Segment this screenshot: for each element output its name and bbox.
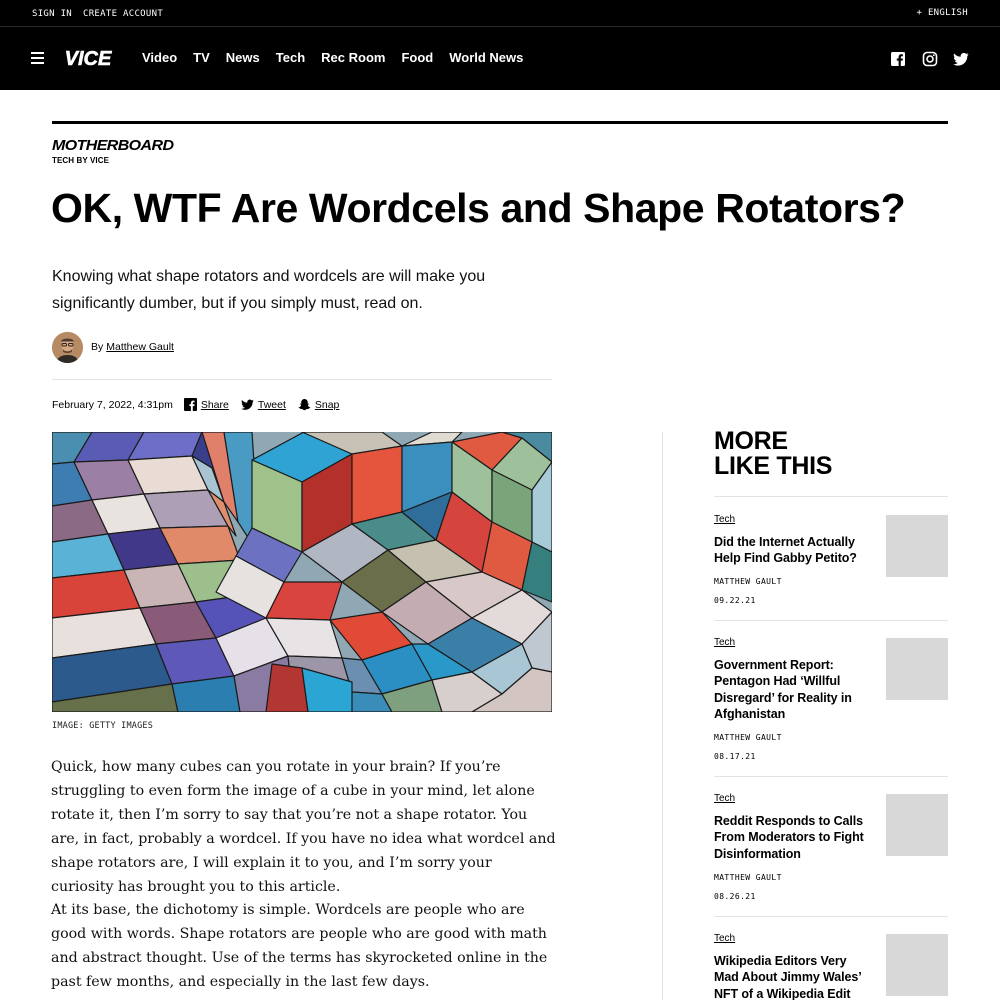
nav-item-food[interactable]: Food: [401, 50, 434, 65]
author-photo: [52, 332, 83, 363]
card-title[interactable]: Reddit Responds to Calls From Moderators to Fight Disinformation: [714, 814, 864, 861]
card-author: MATTHEW GAULT: [714, 873, 782, 882]
facebook-icon[interactable]: [890, 51, 906, 67]
menu-icon[interactable]: [31, 52, 44, 64]
twitter-icon: [241, 398, 254, 411]
share-twitter-label: Tweet: [257, 398, 286, 411]
nav-item-world-news[interactable]: World News: [449, 50, 524, 65]
nav-item-tech[interactable]: Tech: [275, 50, 306, 65]
cubes-illustration: [52, 432, 552, 712]
article-meta: [52, 398, 351, 411]
card-date: 09.22.21: [714, 596, 756, 605]
card-title[interactable]: Did the Internet Actually Help Find Gabby Petito?: [714, 535, 857, 566]
card-category[interactable]: Tech: [714, 637, 736, 648]
card-date: 08.26.21: [714, 892, 756, 901]
related-article-card[interactable]: [714, 933, 948, 1000]
card-category[interactable]: Tech: [714, 793, 736, 804]
facebook-icon: [184, 398, 197, 411]
instagram-icon[interactable]: [922, 51, 938, 67]
author-link[interactable]: Matthew Gault: [106, 341, 174, 353]
byline-prefix: By: [91, 341, 104, 353]
byline: [91, 341, 174, 353]
motherboard-logo[interactable]: MOTHERBOARD: [52, 137, 174, 154]
nav-item-tv[interactable]: TV: [193, 50, 210, 65]
utility-bar: [0, 0, 1000, 27]
card-category[interactable]: Tech: [714, 933, 736, 944]
card-thumbnail[interactable]: [886, 794, 948, 856]
more-like-this-rule: [714, 496, 948, 497]
card-thumbnail[interactable]: [886, 638, 948, 700]
article-dek: Knowing what shape rotators and wordcels are will make you significantly dumber, but if you simply must, read on.: [52, 268, 486, 312]
byline-divider: [52, 379, 552, 380]
share-twitter-button[interactable]: [241, 398, 286, 411]
more-like-this-line2: LIKE THIS: [714, 452, 833, 480]
share-snap-button[interactable]: [298, 398, 340, 411]
hero-image: [52, 432, 552, 712]
nav-links: [142, 50, 539, 65]
card-author: MATTHEW GAULT: [714, 733, 782, 742]
share-snap-label: Snap: [314, 398, 340, 411]
create-account-link[interactable]: CREATE ACCOUNT: [83, 9, 164, 19]
article-paragraph: At its base, the dichotomy is simple. Wordcels are people who are good with words. Shape rotators are people who are good with math and abstract thought. Use of the terms has skyrocketed online in the past few months, and especially in the last few days.: [51, 902, 548, 990]
sidebar-divider: [662, 432, 663, 1000]
card-title[interactable]: Government Report: Pentagon Had ‘Willful Disregard’ for Reality in Afghanistan: [714, 658, 852, 721]
card-title[interactable]: Wikipedia Editors Very Mad About Jimmy Wales’ NFT of a Wikipedia Edit: [714, 954, 861, 1000]
image-caption: IMAGE: GETTY IMAGES: [52, 721, 154, 731]
publish-date: February 7, 2022, 4:31pm: [52, 398, 173, 411]
card-date: 08.17.21: [714, 752, 756, 761]
sign-in-link[interactable]: SIGN IN: [32, 9, 73, 19]
twitter-icon[interactable]: [953, 51, 969, 67]
nav-item-video[interactable]: Video: [142, 50, 178, 65]
card-divider: [714, 620, 948, 621]
card-divider: [714, 916, 948, 917]
more-like-this-heading: [714, 429, 934, 479]
more-like-this-line1: MORE: [714, 427, 788, 455]
nav-item-rec-room[interactable]: Rec Room: [321, 50, 386, 65]
article-paragraph: Quick, how many cubes can you rotate in your brain? If you’re struggling to even form the image of a cube in your mind, let alone rotate it, then I’m sorry to say that you’re not a shape rotator. You are, in fact, probably a wordcel. If you have no idea what wordcel and shape rotators are, I will explain it to you, and I’m sorry your curiosity has brought you to this article.: [51, 759, 556, 895]
motherboard-tagline: TECH BY VICE: [52, 156, 110, 165]
author-avatar[interactable]: [52, 332, 83, 363]
card-thumbnail[interactable]: [886, 934, 948, 996]
vice-logo[interactable]: [58, 46, 118, 70]
header-rule: [52, 121, 948, 124]
card-thumbnail[interactable]: [886, 515, 948, 577]
svg-text:VICE: VICE: [64, 48, 112, 70]
main-nav: [0, 27, 1000, 90]
snapchat-icon: [298, 398, 311, 411]
share-facebook-button[interactable]: [184, 398, 229, 411]
card-category[interactable]: Tech: [714, 514, 736, 525]
nav-item-news[interactable]: News: [225, 50, 260, 65]
card-author: MATTHEW GAULT: [714, 577, 782, 586]
card-divider: [714, 776, 948, 777]
article-headline: OK, WTF Are Wordcels and Shape Rotators?: [51, 185, 906, 231]
language-selector[interactable]: + ENGLISH: [916, 8, 968, 18]
share-facebook-label: Share: [200, 398, 229, 411]
